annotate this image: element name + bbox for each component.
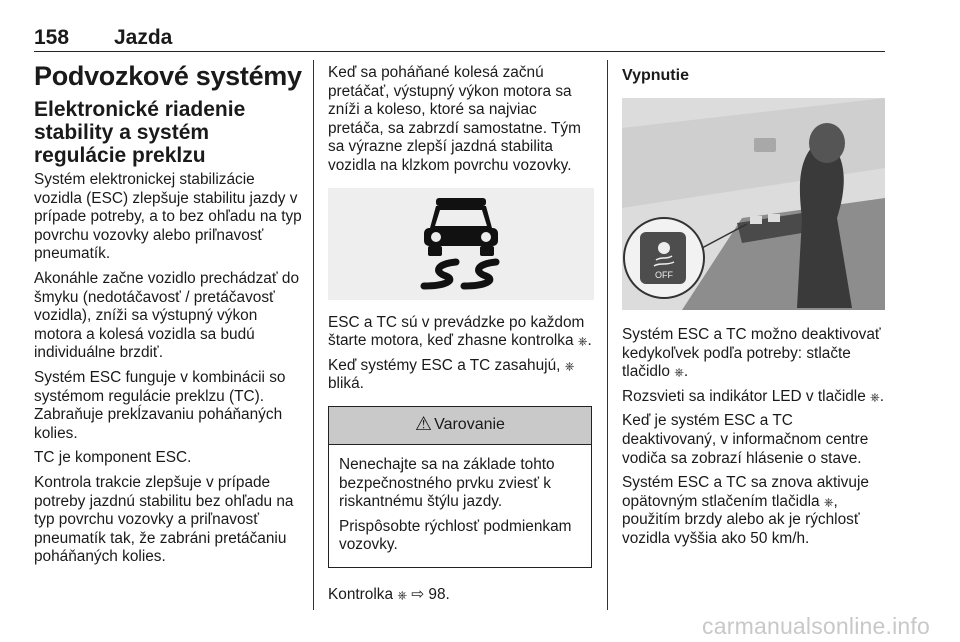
esc-indicator-icon: ⎈ — [577, 334, 588, 349]
esc-indicator-icon: ⎈ — [397, 587, 407, 602]
paragraph: Prispôsobte rýchlosť podmienkam vozovky. — [339, 517, 572, 554]
gear-console-illustration — [622, 98, 885, 310]
paragraph: Kontrola trakcie zlepšuje v prípade potreby jazdnú stabilitu bez ohľadu na typ povrchu vozovky a priľnavosť pneumatík tak, že zabráni pretáčaniu poháňaných kolies. — [34, 473, 294, 566]
column-1 — [34, 60, 302, 573]
paragraph: Systém ESC a TC sa znova aktivuje opätovným stlačením tlačidla ⎈, použitím brzdy alebo ak je rýchlosť vozidla vyššia ako 50 km/h. — [622, 474, 869, 547]
section-title: Podvozkové systémy — [34, 61, 302, 91]
watermark: carmanualsonline.info — [702, 613, 930, 639]
page-header — [34, 26, 885, 52]
esc-off-button-icon: ⎈ — [674, 365, 684, 380]
paragraph: Rozsvieti sa indikátor LED v tlačidle ⎈. — [622, 387, 884, 405]
column-2 — [328, 64, 594, 611]
subsection-heading: Vypnutie — [622, 67, 689, 84]
page-reference: Kontrolka ⎈ ⇨ 98. — [328, 585, 450, 603]
page-number: 158 — [34, 26, 70, 49]
warning-box — [328, 406, 592, 568]
esc-off-button-icon: ⎈ — [823, 494, 834, 509]
paragraph: Akonáhle začne vozidlo prechádzať do šmyku (nedotáčavosť / pretáčavosť vozidla), zníži sa výstupný výkon motora a kolesá vozidla sa budú individuálne brzdiť. — [34, 269, 300, 362]
paragraph: Keď systémy ESC a TC zasahujú, ⎈ bliká. — [328, 356, 575, 393]
paragraph: Systém ESC funguje v kombinácii so systémom regulácie preklzu (TC). Zabraňuje prekĺzavaniu poháňaných kolies. — [34, 368, 286, 442]
esc-off-button-icon: ⎈ — [870, 389, 880, 404]
paragraph: Systém elektronickej stabilizácie vozidla (ESC) zlepšuje stabilitu jazdy v prípade potreby, a to bez ohľadu na typ povrchu vozovky alebo priľnavosť pneumatík. — [34, 171, 302, 263]
esc-indicator-icon: ⎈ — [564, 358, 575, 373]
page-ref-arrow-icon: ⇨ — [411, 585, 425, 603]
column-divider — [607, 60, 608, 610]
paragraph: Systém ESC a TC možno deaktivovať kedykoľvek podľa potreby: stlačte tlačidlo ⎈. — [622, 326, 881, 381]
esc-off-label: OFF — [655, 270, 673, 280]
paragraph: TC je komponent ESC. — [34, 449, 192, 467]
paragraph: Nenechajte sa na základe tohto bezpečnostného prvku zviesť k riskantnému štýlu jazdy. — [339, 455, 555, 511]
esc-symbol-figure — [328, 188, 594, 300]
column-3 — [622, 64, 886, 555]
car-skid-icon — [416, 198, 506, 290]
paragraph: Keď je systém ESC a TC deaktivovaný, v informačnom centre vodiča sa zobrazí hlásenie o stave. — [622, 412, 869, 467]
column-divider — [313, 60, 314, 610]
console-photo — [622, 98, 885, 310]
warning-triangle-icon: ⚠ — [415, 414, 433, 436]
subsection-title: Elektronické riadenie stability a systém regulácie preklzu — [34, 98, 246, 167]
warning-title: Varovanie — [434, 416, 505, 434]
chapter-title: Jazda — [114, 26, 173, 49]
paragraph: ESC a TC sú v prevádzke po každom štarte motora, keď zhasne kontrolka ⎈. — [328, 313, 592, 350]
warning-header — [329, 407, 591, 445]
warning-body — [329, 445, 591, 567]
paragraph: Keď sa poháňané kolesá začnú pretáčať, výstupný výkon motora sa zníži a koleso, ktoré sa najviac pretáča, sa zabrzdí samostatne. Tým sa výrazne zlepší jazdná stabilita vozidla na klzkom povrchu vozovky. — [328, 64, 581, 174]
